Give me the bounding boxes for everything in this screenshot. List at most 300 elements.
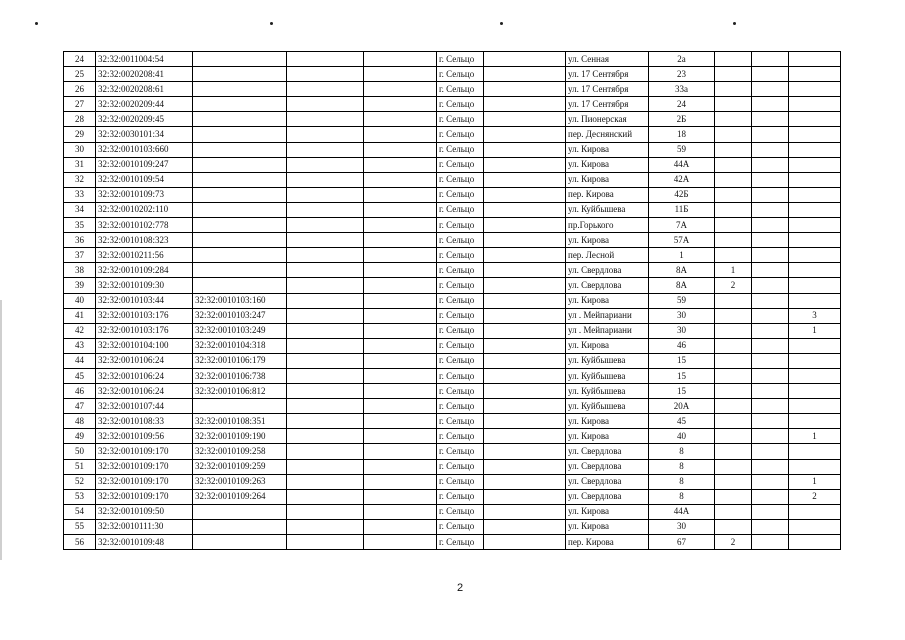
sub-cadastral-number-cell [193,52,287,67]
cadastral-number-cell: 32:32:0020209:45 [96,112,193,127]
cadastral-number-cell: 32:32:0010109:48 [96,535,193,550]
table-row [64,429,841,444]
col-7-cell [484,429,566,444]
col-5-cell [364,82,437,97]
col-5-cell [364,172,437,187]
sub-cadastral-number-cell [193,127,287,142]
col-4-cell [287,384,364,399]
street-cell: ул. Кирова [566,338,649,353]
house-number-cell: 67 [649,535,715,550]
sub-cadastral-number-cell: 32:32:0010106:812 [193,384,287,399]
col-5-cell [364,278,437,293]
col-10-cell [715,293,752,308]
table-row [64,459,841,474]
table-row [64,323,841,338]
row-number-cell: 55 [64,519,96,534]
col-4-cell [287,52,364,67]
col-12-cell [789,338,841,353]
sub-cadastral-number-cell [193,399,287,414]
col-7-cell [484,172,566,187]
col-12-cell [789,399,841,414]
street-cell: ул. Кирова [566,293,649,308]
col-5-cell [364,414,437,429]
cadastral-number-cell: 32:32:0010103:176 [96,308,193,323]
row-number-cell: 48 [64,414,96,429]
col-10-cell [715,248,752,263]
col-11-cell [752,474,789,489]
col-11-cell [752,127,789,142]
col-12-cell [789,263,841,278]
col-12-cell [789,248,841,263]
col-4-cell [287,157,364,172]
cadastral-number-cell: 32:32:0010211:56 [96,248,193,263]
col-5-cell [364,353,437,368]
col-11-cell [752,414,789,429]
house-number-cell: 1 [649,248,715,263]
locality-cell: г. Сельцо [437,535,484,550]
col-11-cell [752,218,789,233]
col-5-cell [364,293,437,308]
locality-cell: г. Сельцо [437,187,484,202]
house-number-cell: 45 [649,414,715,429]
col-12-cell [789,82,841,97]
row-number-cell: 39 [64,278,96,293]
row-number-cell: 38 [64,263,96,278]
street-cell: ул. Свердлова [566,263,649,278]
house-number-cell: 59 [649,293,715,308]
cadastral-number-cell: 32:32:0010106:24 [96,368,193,383]
col-12-cell [789,519,841,534]
col-5-cell [364,459,437,474]
table-row [64,187,841,202]
sub-cadastral-number-cell [193,218,287,233]
house-number-cell: 15 [649,384,715,399]
col-10-cell [715,489,752,504]
sub-cadastral-number-cell [193,278,287,293]
col-11-cell [752,142,789,157]
sub-cadastral-number-cell: 32:32:0010106:738 [193,368,287,383]
col-10-cell [715,187,752,202]
col-10-cell [715,202,752,217]
locality-cell: г. Сельцо [437,444,484,459]
col-11-cell [752,338,789,353]
cadastral-number-cell: 32:32:0010102:778 [96,218,193,233]
col-7-cell [484,399,566,414]
house-number-cell: 30 [649,323,715,338]
house-number-cell: 8 [649,444,715,459]
sub-cadastral-number-cell [193,82,287,97]
sub-cadastral-number-cell [193,97,287,112]
street-cell: ул. 17 Сентября [566,67,649,82]
col-12-cell [789,218,841,233]
cadastral-number-cell: 32:32:0010104:100 [96,338,193,353]
col-4-cell [287,353,364,368]
col-12-cell [789,278,841,293]
col-11-cell [752,459,789,474]
col-10-cell [715,368,752,383]
house-number-cell: 8 [649,489,715,504]
locality-cell: г. Сельцо [437,519,484,534]
col-7-cell [484,248,566,263]
table-body [64,52,841,550]
col-7-cell [484,489,566,504]
sub-cadastral-number-cell: 32:32:0010109:264 [193,489,287,504]
street-cell: ул. Кирова [566,519,649,534]
col-12-cell [789,127,841,142]
locality-cell: г. Сельцо [437,368,484,383]
scan-mark-3 [500,22,503,25]
table-row [64,474,841,489]
cadastral-number-cell: 32:32:0010109:284 [96,263,193,278]
locality-cell: г. Сельцо [437,293,484,308]
col-10-cell [715,399,752,414]
table-row [64,157,841,172]
row-number-cell: 47 [64,399,96,414]
col-7-cell [484,308,566,323]
house-number-cell: 42А [649,172,715,187]
row-number-cell: 32 [64,172,96,187]
register-table [63,51,841,550]
row-number-cell: 46 [64,384,96,399]
col-10-cell [715,504,752,519]
street-cell: ул. Сенная [566,52,649,67]
sub-cadastral-number-cell [193,187,287,202]
col-11-cell [752,384,789,399]
col-10-cell [715,127,752,142]
locality-cell: г. Сельцо [437,202,484,217]
col-5-cell [364,187,437,202]
col-7-cell [484,278,566,293]
col-5-cell [364,384,437,399]
street-cell: ул . Мейпариани [566,308,649,323]
cadastral-number-cell: 32:32:0010106:24 [96,384,193,399]
house-number-cell: 18 [649,127,715,142]
col-4-cell [287,127,364,142]
row-number-cell: 37 [64,248,96,263]
col-7-cell [484,414,566,429]
col-7-cell [484,82,566,97]
table-row [64,384,841,399]
scan-mark-4 [733,22,736,25]
table-row [64,202,841,217]
col-12-cell [789,504,841,519]
col-11-cell [752,293,789,308]
house-number-cell: 30 [649,308,715,323]
table-row [64,504,841,519]
street-cell: ул. Куйбышева [566,399,649,414]
locality-cell: г. Сельцо [437,459,484,474]
col-7-cell [484,233,566,248]
row-number-cell: 29 [64,127,96,142]
col-5-cell [364,519,437,534]
row-number-cell: 51 [64,459,96,474]
col-7-cell [484,218,566,233]
col-7-cell [484,368,566,383]
table-row [64,519,841,534]
col-10-cell [715,157,752,172]
col-4-cell [287,338,364,353]
locality-cell: г. Сельцо [437,278,484,293]
cadastral-number-cell: 32:32:0010103:660 [96,142,193,157]
table-row [64,218,841,233]
house-number-cell: 24 [649,97,715,112]
house-number-cell: 8А [649,263,715,278]
locality-cell: г. Сельцо [437,97,484,112]
col-7-cell [484,353,566,368]
col-10-cell: 2 [715,278,752,293]
col-4-cell [287,323,364,338]
col-4-cell [287,218,364,233]
street-cell: ул. Куйбышева [566,384,649,399]
col-12-cell [789,368,841,383]
locality-cell: г. Сельцо [437,233,484,248]
sub-cadastral-number-cell: 32:32:0010109:259 [193,459,287,474]
row-number-cell: 25 [64,67,96,82]
table-row [64,399,841,414]
col-11-cell [752,429,789,444]
house-number-cell: 11Б [649,202,715,217]
col-7-cell [484,112,566,127]
col-10-cell [715,519,752,534]
locality-cell: г. Сельцо [437,218,484,233]
cadastral-number-cell: 32:32:0010103:44 [96,293,193,308]
col-11-cell [752,263,789,278]
col-10-cell [715,444,752,459]
col-5-cell [364,52,437,67]
locality-cell: г. Сельцо [437,474,484,489]
col-11-cell [752,489,789,504]
house-number-cell: 44А [649,504,715,519]
table-row [64,248,841,263]
house-number-cell: 20А [649,399,715,414]
col-4-cell [287,67,364,82]
col-10-cell [715,82,752,97]
col-5-cell [364,368,437,383]
locality-cell: г. Сельцо [437,504,484,519]
street-cell: пер. Лесной [566,248,649,263]
locality-cell: г. Сельцо [437,338,484,353]
col-11-cell [752,112,789,127]
col-12-cell: 1 [789,323,841,338]
col-11-cell [752,278,789,293]
row-number-cell: 53 [64,489,96,504]
locality-cell: г. Сельцо [437,263,484,278]
col-10-cell [715,112,752,127]
col-11-cell [752,353,789,368]
col-5-cell [364,142,437,157]
cadastral-number-cell: 32:32:0011004:54 [96,52,193,67]
street-cell: ул. Свердлова [566,278,649,293]
street-cell: ул. Кирова [566,504,649,519]
row-number-cell: 31 [64,157,96,172]
street-cell: ул . Мейпариани [566,323,649,338]
street-cell: пр.Горького [566,218,649,233]
col-10-cell [715,233,752,248]
col-4-cell [287,82,364,97]
col-12-cell [789,187,841,202]
col-11-cell [752,202,789,217]
locality-cell: г. Сельцо [437,399,484,414]
col-10-cell [715,459,752,474]
sub-cadastral-number-cell: 32:32:0010109:263 [193,474,287,489]
row-number-cell: 33 [64,187,96,202]
col-5-cell [364,399,437,414]
house-number-cell: 15 [649,353,715,368]
locality-cell: г. Сельцо [437,429,484,444]
table-row [64,52,841,67]
col-7-cell [484,157,566,172]
locality-cell: г. Сельцо [437,172,484,187]
locality-cell: г. Сельцо [437,112,484,127]
col-4-cell [287,293,364,308]
col-5-cell [364,308,437,323]
sub-cadastral-number-cell [193,202,287,217]
cadastral-number-cell: 32:32:0010109:170 [96,444,193,459]
col-10-cell [715,308,752,323]
row-number-cell: 52 [64,474,96,489]
col-5-cell [364,67,437,82]
col-12-cell: 1 [789,429,841,444]
street-cell: ул. Кирова [566,172,649,187]
col-7-cell [484,519,566,534]
row-number-cell: 26 [64,82,96,97]
col-11-cell [752,97,789,112]
table-row [64,67,841,82]
street-cell: ул. Куйбышева [566,353,649,368]
col-4-cell [287,535,364,550]
col-4-cell [287,429,364,444]
street-cell: ул. Свердлова [566,474,649,489]
col-10-cell [715,67,752,82]
col-5-cell [364,248,437,263]
table-row [64,368,841,383]
house-number-cell: 42Б [649,187,715,202]
col-4-cell [287,278,364,293]
sub-cadastral-number-cell: 32:32:0010104:318 [193,338,287,353]
col-4-cell [287,474,364,489]
sub-cadastral-number-cell [193,535,287,550]
cadastral-number-cell: 32:32:0010109:50 [96,504,193,519]
col-4-cell [287,248,364,263]
table-row [64,414,841,429]
table-row [64,112,841,127]
street-cell: ул. Куйбышева [566,202,649,217]
col-11-cell [752,67,789,82]
locality-cell: г. Сельцо [437,127,484,142]
sub-cadastral-number-cell: 32:32:0010106:179 [193,353,287,368]
house-number-cell: 57А [649,233,715,248]
col-7-cell [484,293,566,308]
cadastral-number-cell: 32:32:0010109:170 [96,459,193,474]
sub-cadastral-number-cell: 32:32:0010103:160 [193,293,287,308]
cadastral-number-cell: 32:32:0010106:24 [96,353,193,368]
col-4-cell [287,308,364,323]
cadastral-number-cell: 32:32:0010103:176 [96,323,193,338]
col-7-cell [484,444,566,459]
locality-cell: г. Сельцо [437,82,484,97]
col-4-cell [287,202,364,217]
cadastral-number-cell: 32:32:0010108:323 [96,233,193,248]
scan-mark-1 [35,22,38,25]
col-5-cell [364,263,437,278]
house-number-cell: 40 [649,429,715,444]
col-5-cell [364,218,437,233]
table-row [64,535,841,550]
locality-cell: г. Сельцо [437,142,484,157]
col-11-cell [752,323,789,338]
row-number-cell: 43 [64,338,96,353]
table-row [64,338,841,353]
col-7-cell [484,187,566,202]
col-4-cell [287,489,364,504]
sub-cadastral-number-cell [193,248,287,263]
row-number-cell: 45 [64,368,96,383]
street-cell: ул. Кирова [566,429,649,444]
row-number-cell: 40 [64,293,96,308]
col-10-cell [715,353,752,368]
page-number: 2 [456,582,464,594]
col-4-cell [287,414,364,429]
cadastral-number-cell: 32:32:0030101:34 [96,127,193,142]
col-7-cell [484,127,566,142]
col-5-cell [364,444,437,459]
col-5-cell [364,233,437,248]
col-7-cell [484,384,566,399]
street-cell: ул. Пионерская [566,112,649,127]
sub-cadastral-number-cell: 32:32:0010109:190 [193,429,287,444]
col-10-cell [715,474,752,489]
locality-cell: г. Сельцо [437,67,484,82]
cadastral-number-cell: 32:32:0020208:61 [96,82,193,97]
street-cell: ул. Кирова [566,142,649,157]
row-number-cell: 42 [64,323,96,338]
col-12-cell [789,142,841,157]
cadastral-number-cell: 32:32:0010111:30 [96,519,193,534]
row-number-cell: 27 [64,97,96,112]
col-10-cell [715,142,752,157]
sub-cadastral-number-cell [193,67,287,82]
street-cell: ул. Кирова [566,414,649,429]
col-4-cell [287,97,364,112]
street-cell: ул. 17 Сентября [566,82,649,97]
col-5-cell [364,429,437,444]
scan-edge-line [0,300,2,560]
col-7-cell [484,202,566,217]
col-12-cell [789,233,841,248]
col-11-cell [752,444,789,459]
col-12-cell [789,353,841,368]
col-11-cell [752,82,789,97]
row-number-cell: 30 [64,142,96,157]
locality-cell: г. Сельцо [437,489,484,504]
street-cell: пер. Кирова [566,535,649,550]
col-7-cell [484,263,566,278]
col-4-cell [287,142,364,157]
col-11-cell [752,519,789,534]
cadastral-number-cell: 32:32:0020208:41 [96,67,193,82]
house-number-cell: 23 [649,67,715,82]
col-4-cell [287,172,364,187]
cadastral-number-cell: 32:32:0020209:44 [96,97,193,112]
col-5-cell [364,338,437,353]
col-7-cell [484,535,566,550]
locality-cell: г. Сельцо [437,414,484,429]
sub-cadastral-number-cell [193,519,287,534]
col-5-cell [364,535,437,550]
sub-cadastral-number-cell: 32:32:0010109:258 [193,444,287,459]
house-number-cell: 8А [649,278,715,293]
street-cell: ул. Свердлова [566,459,649,474]
